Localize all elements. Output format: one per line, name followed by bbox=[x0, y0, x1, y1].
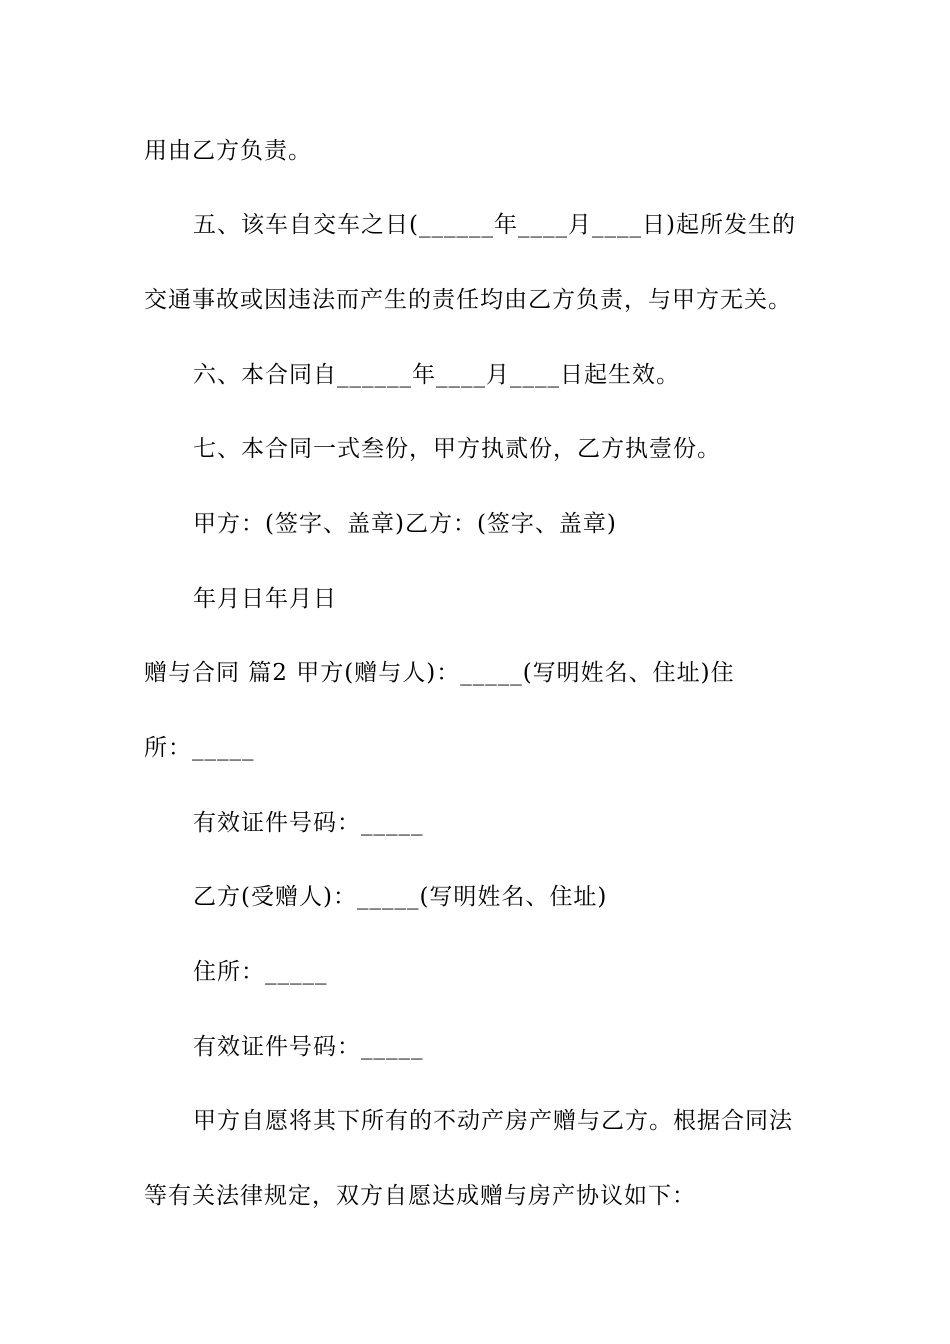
recipient-address-line: 住所：_____ bbox=[193, 959, 328, 985]
contract-two-heading-line: 赠与合同 篇2 甲方(赠与人)：_____(写明姓名、住址)住 bbox=[144, 660, 735, 686]
clause-seven-line: 七、本合同一式叁份，甲方执贰份，乙方执壹份。 bbox=[193, 436, 721, 462]
text-line: 交通事故或因违法而产生的责任均由乙方负责，与甲方无关。 bbox=[144, 287, 792, 313]
recipient-line: 乙方(受赠人)：_____(写明姓名、住址) bbox=[193, 884, 608, 910]
recipient-id-line: 有效证件号码：_____ bbox=[193, 1034, 424, 1060]
paragraph-line: 等有关法律规定，双方自愿达成赠与房产协议如下： bbox=[144, 1183, 696, 1209]
date-line: 年月日年月日 bbox=[193, 586, 337, 612]
text-line: 所：_____ bbox=[144, 735, 255, 761]
clause-six-line: 六、本合同自______年____月____日起生效。 bbox=[193, 362, 680, 388]
paragraph-line: 甲方自愿将其下所有的不动产房产赠与乙方。根据合同法 bbox=[193, 1108, 793, 1134]
signature-line: 甲方：(签字、盖章)乙方：(签字、盖章) bbox=[193, 511, 617, 537]
donor-id-line: 有效证件号码：_____ bbox=[193, 810, 424, 836]
text-line: 用由乙方负责。 bbox=[144, 138, 312, 164]
clause-five-line: 五、该车自交车之日(______年____月____日)起所发生的 bbox=[193, 212, 796, 238]
